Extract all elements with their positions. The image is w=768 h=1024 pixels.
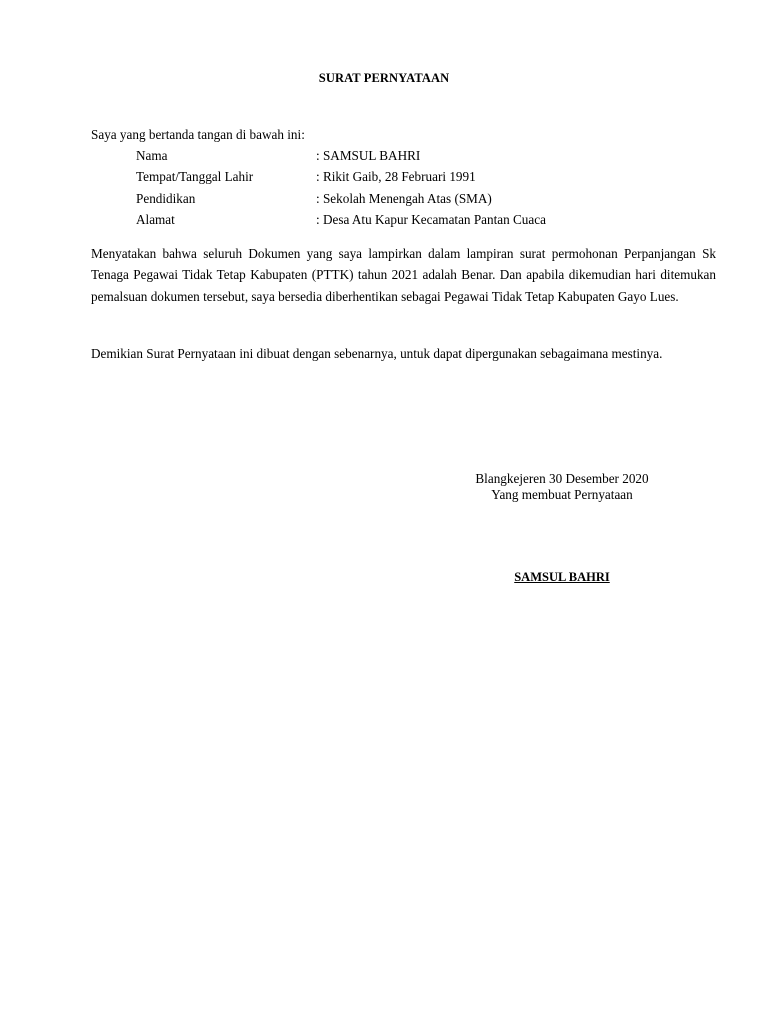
identity-value: : Rikit Gaib, 28 Februari 1991: [316, 169, 476, 185]
identity-value: : SAMSUL BAHRI: [316, 148, 421, 163]
intro-text: Saya yang bertanda tangan di bawah ini:: [91, 127, 305, 142]
identity-label: Alamat: [136, 211, 175, 227]
signer-name: SAMSUL BAHRI: [514, 570, 610, 584]
identity-value: : Desa Atu Kapur Kecamatan Pantan Cuaca: [316, 211, 546, 227]
identity-label: Nama: [136, 148, 168, 163]
identity-label: Tempat/Tanggal Lahir: [136, 169, 254, 185]
identity-value: : Sekolah Menengah Atas (SMA): [316, 190, 492, 206]
place-date: Blangkejeren 30 Desember 2020: [475, 471, 649, 486]
maker-label: Yang membuat Pernyataan: [491, 486, 633, 502]
identity-label: Pendidikan: [136, 190, 196, 206]
signature-block: [452, 471, 672, 502]
statement-paragraph: Menyatakan bahwa seluruh Dokumen yang saya lampirkan dalam lampiran surat permohonan Perpanjangan Sk Tenaga Pegawai Tidak Tetap Kabupaten (PTTK) tahun 2021 adalah Benar. Dan apabila dikemudian hari ditemukan pemalsuan dokumen tersebut, saya bersedia diberhentikan sebagai Pegawai Tidak Tetap Kabupaten Gayo Lues.: [91, 246, 716, 304]
closing-paragraph: Demikian Surat Pernyataan ini dibuat dengan sebenarnya, untuk dapat dipergunakan sebagaimana mestinya.: [91, 346, 663, 361]
letter-title: SURAT PERNYATAAN: [318, 71, 450, 85]
